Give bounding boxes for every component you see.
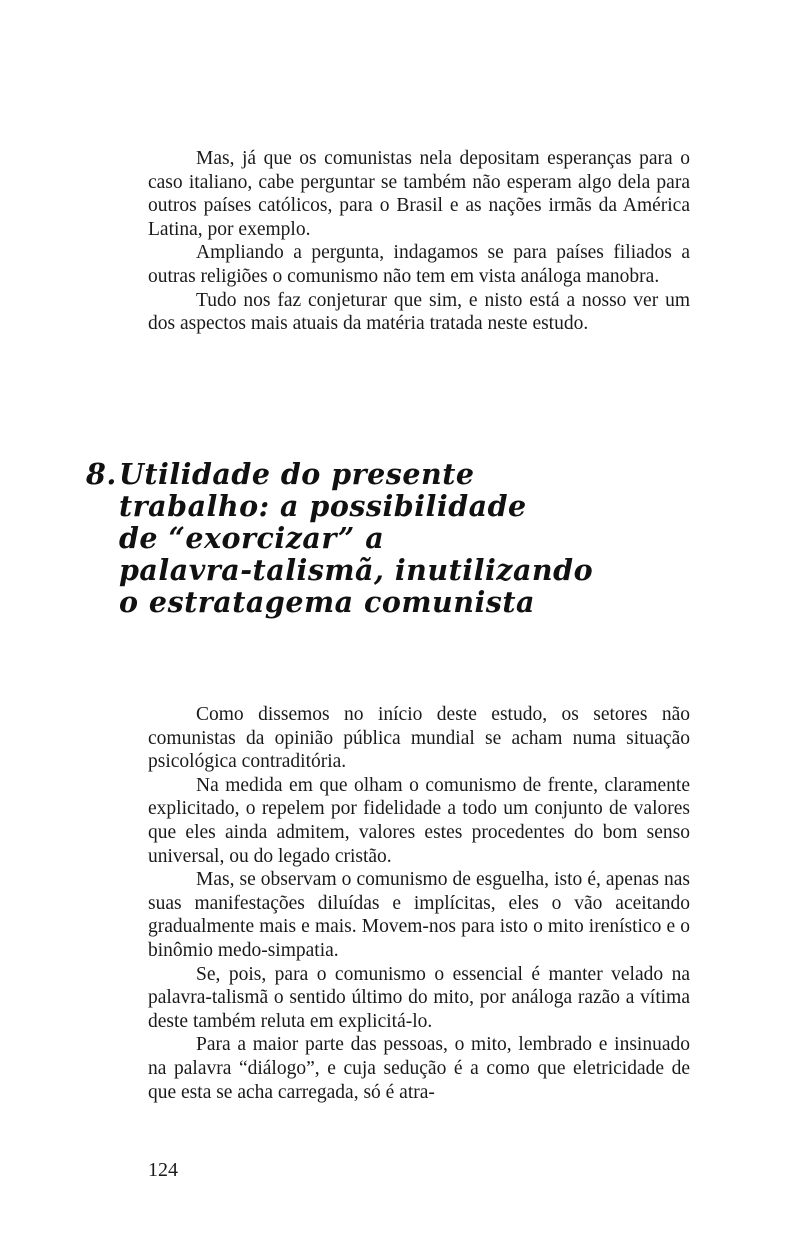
body-text-block [148, 703, 690, 1104]
section-title-line: o estratagema comunista [119, 585, 535, 619]
paragraph: Para a maior parte das pessoas, o mito, lembrado e insinuado na palavra “diálogo”, e cuja sedução é a como que eletricidade de que esta se acha carregada, só é atra- [148, 1034, 690, 1103]
section-number: 8. [86, 457, 117, 491]
paragraph: Mas, se observam o comunismo de esguelha, isto é, apenas nas suas manifestações diluídas e implícitas, eles o vão aceitando gradualmente mais e mais. Movem-nos para isto o mito irenístico e o binômio medo-simpatia. [148, 869, 690, 961]
section-title-line: Utilidade do presente [119, 457, 475, 491]
section-title-line: de “exorcizar” a [119, 521, 385, 555]
paragraph: Tudo nos faz conjeturar que sim, e nisto está a nosso ver um dos aspectos mais atuais da matéria tratada neste estudo. [148, 289, 690, 335]
intro-text-block [148, 147, 690, 336]
paragraph: Na medida em que olham o comunismo de frente, claramente explicitado, o repelem por fidelidade a todo um conjunto de valores que eles ainda admitem, valores estes procedentes do bom senso universal, ou do legado cristão. [148, 774, 690, 867]
paragraph: Mas, já que os comunistas nela depositam esperanças para o caso italiano, cabe perguntar se também não esperam algo dela para outros países católicos, para o Brasil e as nações irmãs da América Latina, por exemplo. [148, 148, 690, 240]
page-number: 124 [148, 1159, 178, 1181]
section-title-line: trabalho: a possibilidade [119, 489, 527, 523]
section-heading [86, 458, 706, 618]
paragraph: Ampliando a pergunta, indagamos se para países filiados a outras religiões o comunismo não tem em vista análoga manobra. [148, 242, 690, 287]
paragraph: Como dissemos no início deste estudo, os setores não comunistas da opinião pública mundial se acham numa situação psicológica contraditória. [148, 704, 690, 773]
paragraph: Se, pois, para o comunismo o essencial é manter velado na palavra-talismã o sentido último do mito, por análoga razão a vítima deste também reluta em explicitá-lo. [148, 963, 690, 1032]
section-title-line: palavra-talismã, inutilizando [119, 553, 594, 587]
section-title [119, 458, 706, 618]
